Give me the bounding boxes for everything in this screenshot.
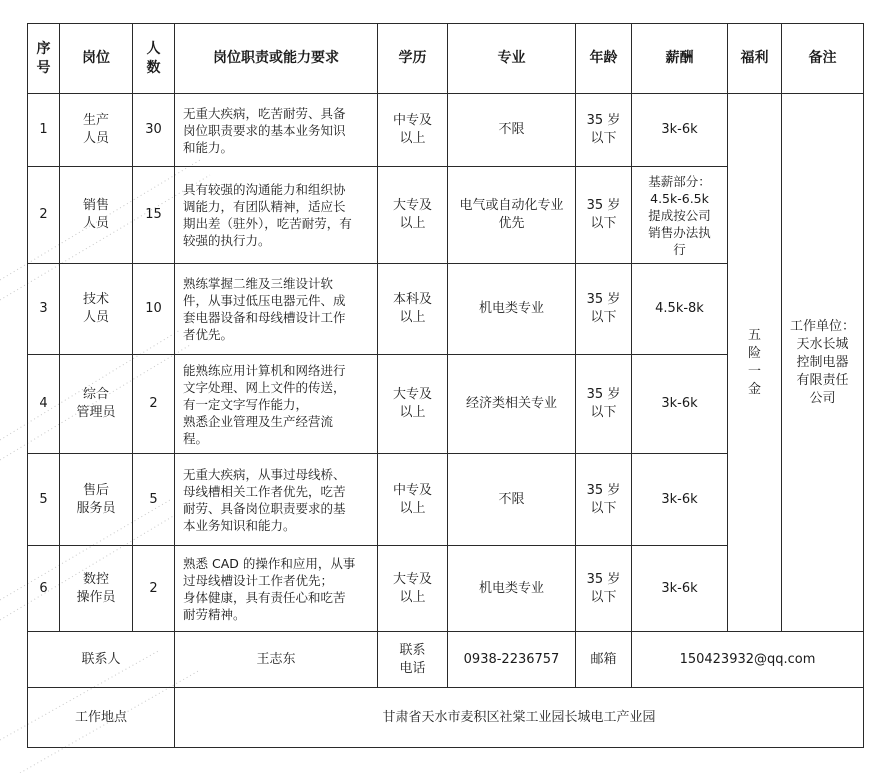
row-seq: 1 [28, 94, 60, 167]
row-seq: 4 [28, 355, 60, 454]
header-education: 学历 [378, 24, 448, 94]
row-major: 不限 [448, 454, 576, 546]
row-position: 数控 操作员 [60, 546, 133, 632]
header-seq: 序 号 [28, 24, 60, 94]
row-age: 35 岁 以下 [576, 264, 632, 355]
header-remarks: 备注 [782, 24, 864, 94]
row-position: 综合 管理员 [60, 355, 133, 454]
row-major: 机电类专业 [448, 264, 576, 355]
row-age: 35 岁 以下 [576, 454, 632, 546]
contact-phone-label: 联系 电话 [378, 632, 448, 688]
contact-person-label: 联系人 [28, 632, 175, 688]
row-seq: 3 [28, 264, 60, 355]
address-row [28, 688, 864, 748]
row-duties: 能熟练应用计算机和网络进行 文字处理、网上文件的传送， 有一定文字写作能力， 熟悉企业管理及生产经营流 程。 [175, 355, 378, 454]
row-count: 30 [133, 94, 175, 167]
row-age: 35 岁 以下 [576, 167, 632, 264]
row-salary: 3k-6k [632, 454, 728, 546]
row-count: 2 [133, 355, 175, 454]
row-salary: 3k-6k [632, 355, 728, 454]
row-age: 35 岁 以下 [576, 94, 632, 167]
row-major: 电气或自动化专业优先 [448, 167, 576, 264]
remarks-cell: 工作单位： 天水长城 控制电器 有限责任 公司 [782, 94, 864, 632]
row-education: 中专及 以上 [378, 94, 448, 167]
row-education: 本科及 以上 [378, 264, 448, 355]
row-duties: 熟练掌握二维及三维设计软 件，从事过低压电器元件、成 套电器设备和母线槽设计工作 者优先。 [175, 264, 378, 355]
header-age: 年龄 [576, 24, 632, 94]
row-age: 35 岁 以下 [576, 546, 632, 632]
contact-person: 王志东 [175, 632, 378, 688]
row-position: 售后 服务员 [60, 454, 133, 546]
row-count: 5 [133, 454, 175, 546]
row-education: 大专及 以上 [378, 355, 448, 454]
row-education: 中专及 以上 [378, 454, 448, 546]
row-duties: 无重大疾病，从事过母线桥、 母线槽相关工作者优先，吃苦 耐劳、具备岗位职责要求的基 本业务知识和能力。 [175, 454, 378, 546]
contact-email: 150423932@qq.com [632, 632, 864, 688]
recruitment-table [27, 23, 864, 748]
row-position: 技术 人员 [60, 264, 133, 355]
row-count: 10 [133, 264, 175, 355]
row-seq: 5 [28, 454, 60, 546]
row-duties: 无重大疾病，吃苦耐劳、具备 岗位职责要求的基本业务知识 和能力。 [175, 94, 378, 167]
header-position: 岗位 [60, 24, 133, 94]
header-duties: 岗位职责或能力要求 [175, 24, 378, 94]
header-salary: 薪酬 [632, 24, 728, 94]
benefits-cell: 五 险 一 金 [728, 94, 782, 632]
row-salary: 3k-6k [632, 546, 728, 632]
row-position: 销售 人员 [60, 167, 133, 264]
row-salary: 4.5k-8k [632, 264, 728, 355]
row-seq: 6 [28, 546, 60, 632]
row-salary: 基薪部分： 4.5k-6.5k 提成按公司 销售办法执 行 [632, 167, 728, 264]
table-row [28, 94, 864, 167]
row-education: 大专及 以上 [378, 546, 448, 632]
row-salary: 3k-6k [632, 94, 728, 167]
contact-row [28, 632, 864, 688]
row-seq: 2 [28, 167, 60, 264]
row-education: 大专及 以上 [378, 167, 448, 264]
row-age: 35 岁 以下 [576, 355, 632, 454]
row-position: 生产 人员 [60, 94, 133, 167]
row-count: 15 [133, 167, 175, 264]
address-label: 工作地点 [28, 688, 175, 748]
row-duties: 熟悉 CAD 的操作和应用，从事 过母线槽设计工作者优先； 身体健康，具有责任心和吃苦 耐劳精神。 [175, 546, 378, 632]
row-major: 机电类专业 [448, 546, 576, 632]
row-major: 经济类相关专业 [448, 355, 576, 454]
address-value: 甘肃省天水市麦积区社棠工业园长城电工产业园 [175, 688, 864, 748]
header-row [28, 24, 864, 94]
contact-email-label: 邮箱 [576, 632, 632, 688]
header-count: 人 数 [133, 24, 175, 94]
row-major: 不限 [448, 94, 576, 167]
header-benefits: 福利 [728, 24, 782, 94]
header-major: 专业 [448, 24, 576, 94]
row-duties: 具有较强的沟通能力和组织协 调能力，有团队精神，适应长 期出差（驻外），吃苦耐劳，有 较强的执行力。 [175, 167, 378, 264]
row-count: 2 [133, 546, 175, 632]
contact-phone: 0938-2236757 [448, 632, 576, 688]
